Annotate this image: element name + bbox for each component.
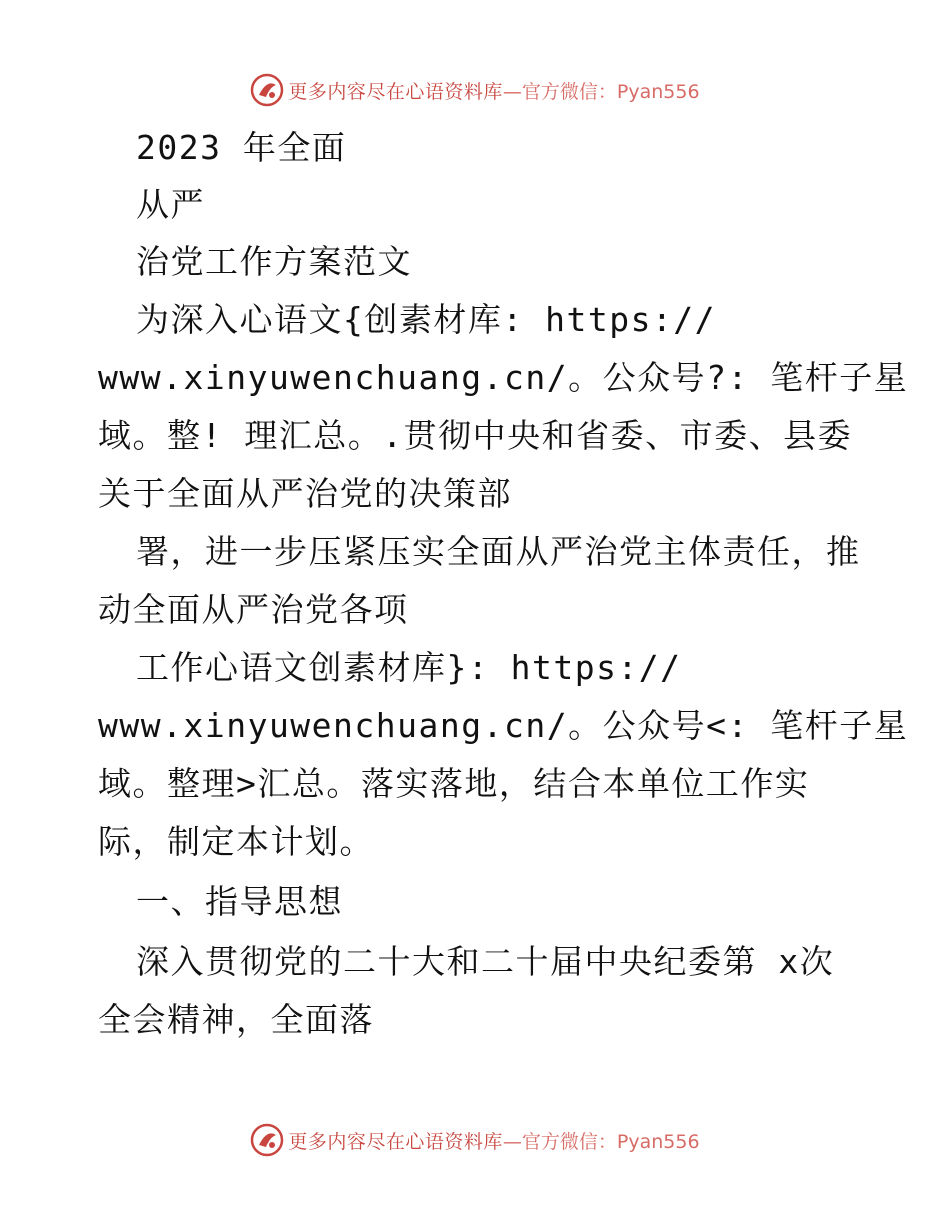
banner-main-text: 更多内容尽在心语资料库: [288, 80, 503, 103]
doc-line-13: 际，制定本计划。: [98, 822, 374, 861]
doc-line-5: www.xinyuwenchuang.cn/。公众号?: 笔杆子星: [98, 358, 909, 397]
doc-line-9: 动全面从严治党各项: [98, 590, 409, 629]
doc-line-16: 全会精神，全面落: [98, 1000, 374, 1039]
doc-line-2: 从严: [136, 185, 205, 224]
doc-line-14: 一、指导思想: [136, 882, 343, 921]
banner-main-text: 更多内容尽在心语资料库: [288, 1130, 503, 1153]
doc-line-12: 域。整理>汇总。落实落地，结合本单位工作实: [98, 764, 810, 803]
seal-logo-icon: [250, 73, 284, 107]
header-watermark-banner: [0, 72, 950, 108]
doc-line-15: 深入贯彻党的二十大和二十届中央纪委第 x次: [136, 942, 835, 981]
doc-line-7: 关于全面从严治党的决策部: [98, 474, 512, 513]
seal-logo-icon: [250, 1123, 284, 1157]
document-body: [0, 118, 950, 1078]
doc-line-10: 工作心语文创素材库}: https://: [136, 648, 682, 687]
doc-line-3: 治党工作方案范文: [136, 242, 412, 281]
doc-line-1: 2023 年全面: [136, 128, 347, 167]
banner-sub-text: —官方微信：Pyan556: [502, 1130, 700, 1153]
footer-watermark-banner: [0, 1122, 950, 1158]
doc-line-11: www.xinyuwenchuang.cn/。公众号<: 笔杆子星: [98, 706, 909, 745]
doc-line-4: 为深入心语文{创素材库: https://: [136, 300, 717, 339]
banner-sub-text: —官方微信：Pyan556: [502, 80, 700, 103]
doc-line-6: 域。整! 理汇总。.贯彻中央和省委、市委、县委: [98, 416, 853, 455]
doc-line-8: 署，进一步压紧压实全面从严治党主体责任，推: [136, 532, 861, 571]
